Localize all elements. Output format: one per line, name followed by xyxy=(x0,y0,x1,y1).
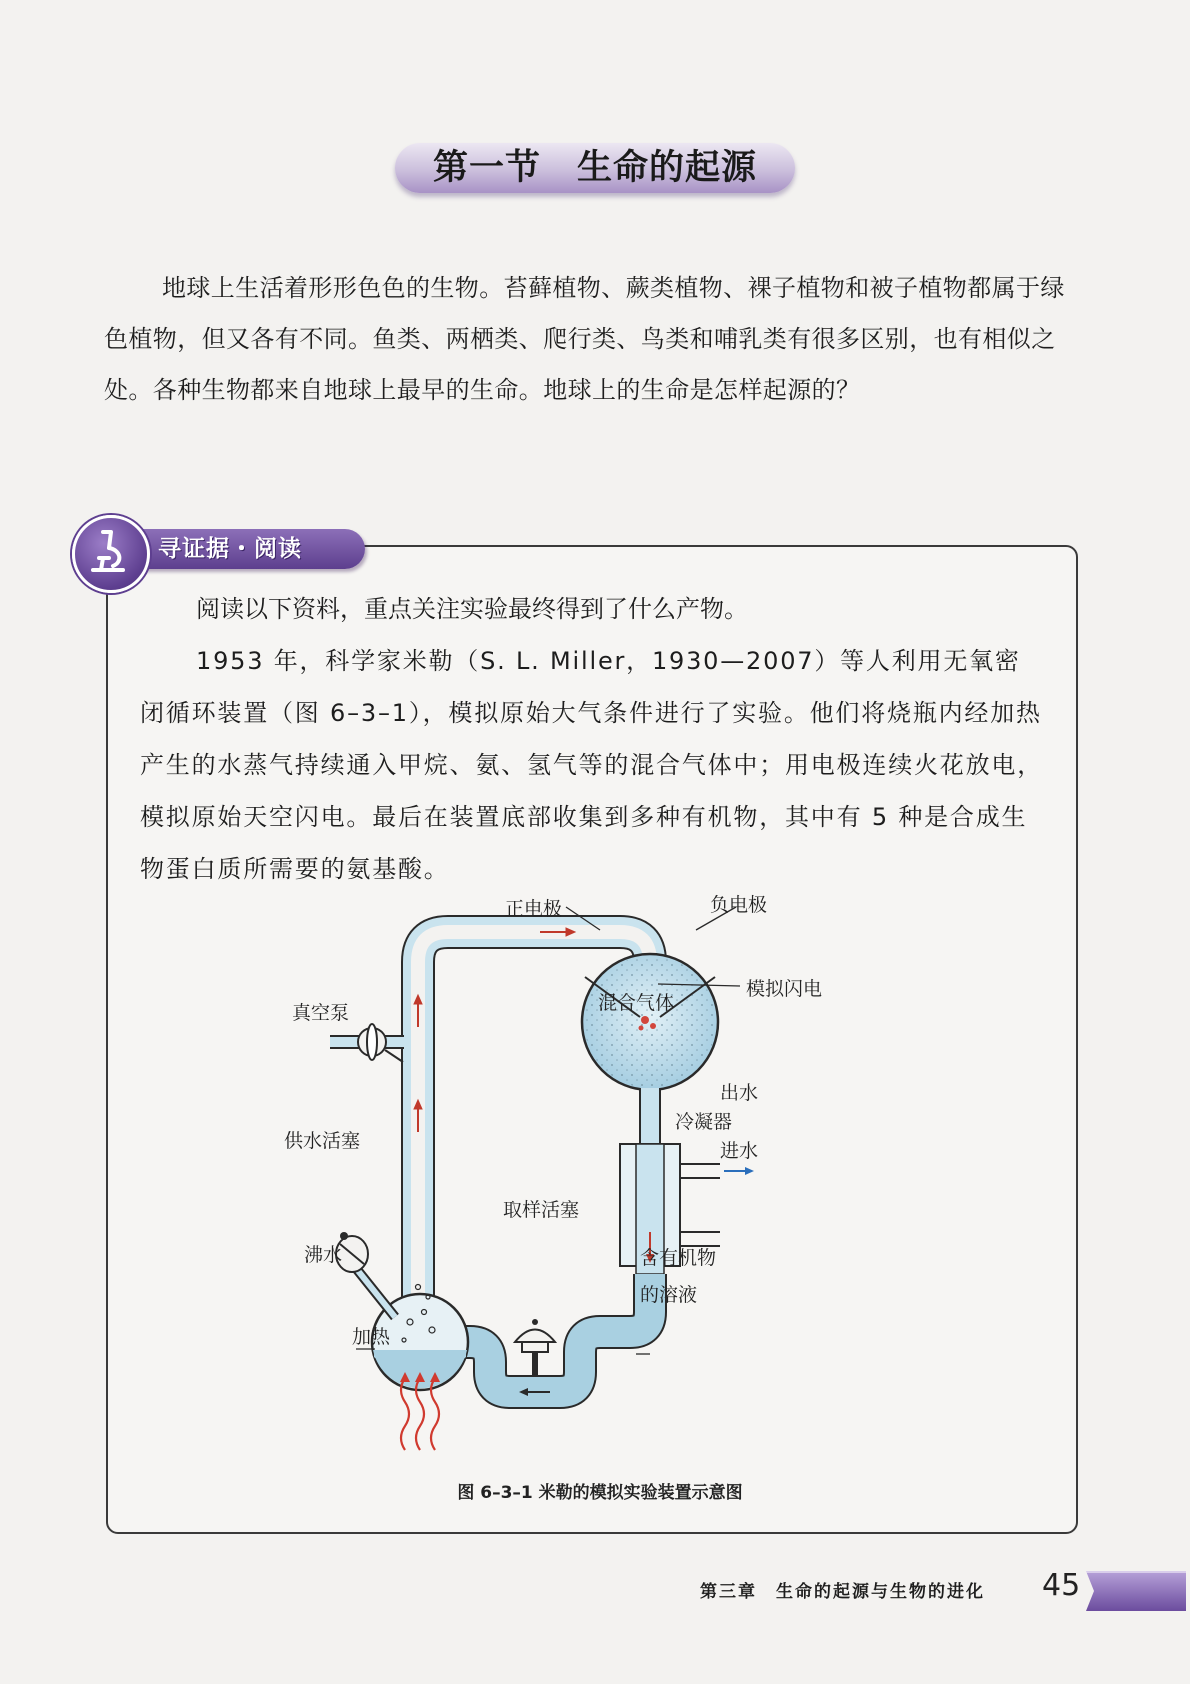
label-water-supply-valve: 供水活塞 xyxy=(284,1130,361,1152)
reading-text xyxy=(140,583,1045,895)
label-heating: 加热 xyxy=(352,1326,391,1348)
vacuum-pump-valve xyxy=(330,1024,404,1062)
label-water-out: 出水 xyxy=(720,1082,759,1104)
label-boiling-water: 沸水 xyxy=(304,1244,343,1266)
label-mixed-gas: 混合气体 xyxy=(598,992,675,1014)
sampling-valve xyxy=(515,1319,555,1377)
label-water-in: 进水 xyxy=(720,1140,759,1162)
footer-chapter-title: 第三章 生命的起源与生物的进化 xyxy=(700,1582,985,1602)
reading-body-paragraph xyxy=(140,635,1045,895)
label-organic-solution-line1: 含有机物 xyxy=(640,1247,717,1269)
intro-text: 地球上生活着形形色色的生物。苔藓植物、蕨类植物、裸子植物和被子植物都属于绿色植物，但又各有不同。鱼类、两栖类、爬行类、鸟类和哺乳类有很多区别，也有相似之处。各种生物都来自地球上最早的生命。地球上的生命是怎样起源的？ xyxy=(104,274,1065,404)
footer-page-tab xyxy=(1086,1571,1186,1611)
water-supply-valve xyxy=(336,1232,395,1317)
page-title: 第一节 生命的起源 xyxy=(432,147,757,188)
reading-prompt-line xyxy=(140,583,1045,635)
label-vacuum-pump: 真空泵 xyxy=(292,1002,350,1024)
label-organic-solution-line2: 的溶液 xyxy=(640,1284,698,1306)
label-simulated-lightning: 模拟闪电 xyxy=(746,978,823,1000)
label-condenser: 冷凝器 xyxy=(675,1111,733,1133)
page-number: 45 xyxy=(1042,1568,1081,1603)
section-tag-badge xyxy=(72,515,150,593)
label-positive-electrode: 正电极 xyxy=(505,898,563,920)
flow-arrows xyxy=(414,928,575,1132)
section-tag-label: 寻证据・阅读 xyxy=(158,536,302,562)
figure-caption: 图 6–3–1 米勒的模拟实验装置示意图 xyxy=(457,1483,743,1503)
label-sampling-valve: 取样活塞 xyxy=(503,1199,580,1221)
reading-prompt: 阅读以下资料，重点关注实验最终得到了什么产物。 xyxy=(196,595,748,623)
miller-apparatus-figure xyxy=(284,894,900,1462)
label-negative-electrode: 负电极 xyxy=(710,894,768,916)
reading-body: 1953 年，科学家米勒（S. L. Miller，1930—2007）等人利用无氧密闭循环装置（图 6–3–1），模拟原始大气条件进行了实验。他们将烧瓶内经加热产生的水蒸气持续通入甲烷、氨、氢气等的混合气体中；用电极连续火花放电，模拟原始天空闪电。最后在装置底部收集到多种有机物，其中有 5 种是合成生物蛋白质所需要的氨基酸。 xyxy=(140,647,1043,883)
bottom-u-tube xyxy=(450,1274,650,1396)
intro-paragraph xyxy=(104,263,1084,416)
microscope-icon xyxy=(87,528,131,576)
